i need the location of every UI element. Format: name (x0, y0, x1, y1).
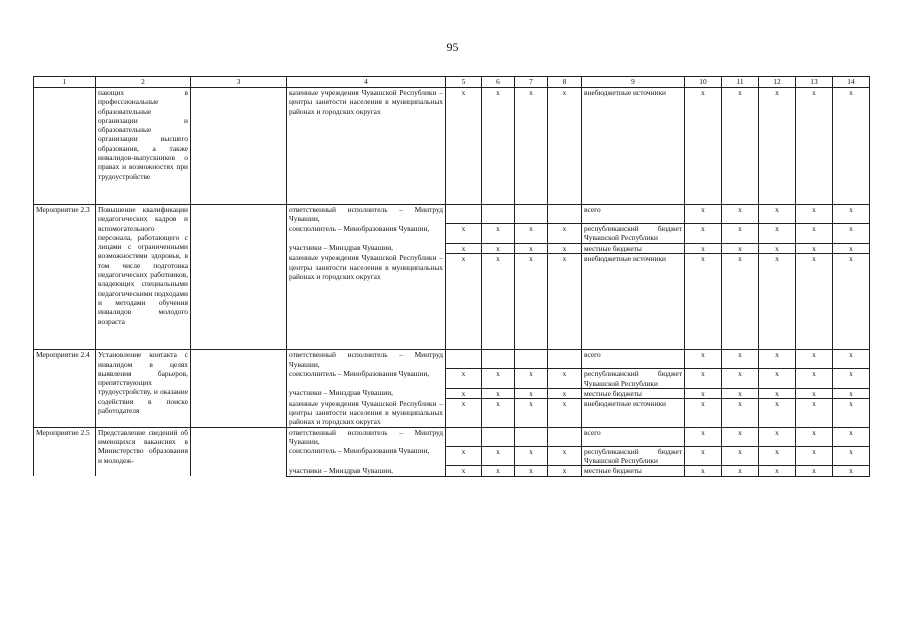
x-mark: x (796, 350, 833, 369)
col-header: 3 (191, 77, 287, 88)
funding-source: республиканский бюджет Чувашской Республики (582, 369, 685, 389)
funding-source: всего (582, 205, 685, 224)
x-mark: x (482, 466, 515, 476)
x-mark: x (759, 466, 796, 476)
x-mark: x (722, 388, 759, 398)
funding-source: республиканский бюджет Чувашской Республики (582, 446, 685, 466)
measure-id: Мероприятие 2.4 (34, 350, 96, 427)
x-mark: x (548, 224, 582, 244)
funding-source: республиканский бюджет Чувашской Республики (582, 224, 685, 244)
co-executor: соисполнитель – Минобразования Чувашии, (287, 369, 446, 389)
x-mark: x (722, 466, 759, 476)
x-mark: x (515, 446, 548, 466)
funding-source: всего (582, 427, 685, 446)
x-mark: x (548, 253, 582, 263)
x-mark: x (722, 88, 759, 205)
x-mark: x (548, 243, 582, 253)
col-header: 5 (446, 77, 482, 88)
x-mark: x (833, 369, 870, 389)
x-mark: x (446, 369, 482, 389)
participants-text: участники – Минздрав Чувашии, (287, 466, 446, 476)
x-mark: x (685, 388, 722, 398)
x-mark: x (796, 388, 833, 398)
x-mark: x (833, 446, 870, 466)
co-executor: соисполнитель – Минобразования Чувашии, (287, 224, 446, 244)
col-header: 1 (34, 77, 96, 88)
funding-source: внебюджетные источники (582, 88, 685, 205)
col-header: 11 (722, 77, 759, 88)
x-mark: x (796, 446, 833, 466)
x-mark: x (446, 466, 482, 476)
measure-description: Повышение квалификации педагогических кадров и вспомогательного персонала, работающего с лицами с ограниченными возможностями здоровья, в том числе подготовка педагогических работников, владеющих специальными педагогическими подходами и методами обучения инвалидов молодого возраста (96, 205, 191, 350)
table-header-row (34, 77, 870, 88)
x-mark: x (446, 388, 482, 398)
x-mark: x (548, 369, 582, 389)
x-mark: x (722, 399, 759, 427)
x-mark: x (548, 88, 582, 205)
x-mark: x (482, 224, 515, 244)
x-mark: x (685, 399, 722, 427)
x-mark: x (515, 399, 548, 427)
x-mark: x (685, 350, 722, 369)
x-mark: x (482, 253, 515, 263)
x-mark: x (796, 243, 833, 253)
x-mark: x (759, 205, 796, 224)
col-header: 6 (482, 77, 515, 88)
x-mark: x (759, 253, 796, 263)
table-row (34, 205, 870, 224)
x-mark: x (796, 205, 833, 224)
page-number: 95 (446, 40, 459, 54)
x-mark: x (446, 253, 482, 263)
x-mark: x (722, 427, 759, 446)
table-row (34, 88, 870, 205)
x-mark: x (796, 399, 833, 427)
x-mark: x (515, 88, 548, 205)
x-mark: x (685, 466, 722, 476)
col-header: 7 (515, 77, 548, 88)
x-mark: x (515, 243, 548, 253)
x-mark: x (833, 466, 870, 476)
x-mark: x (759, 224, 796, 244)
x-mark: x (482, 446, 515, 466)
x-mark: x (759, 446, 796, 466)
x-mark: x (833, 427, 870, 446)
x-mark: x (515, 466, 548, 476)
responsible-executor: ответственный исполнитель – Минтруд Чувашии, (287, 427, 446, 446)
responsible-executor: ответственный исполнитель – Минтруд Чувашии, (287, 350, 446, 369)
x-mark: x (833, 243, 870, 253)
co-executor: соисполнитель – Минобразования Чувашии, (287, 446, 446, 466)
x-mark: x (759, 427, 796, 446)
x-mark: x (722, 243, 759, 253)
x-mark: x (685, 224, 722, 244)
x-mark: x (482, 399, 515, 427)
x-mark: x (759, 88, 796, 205)
x-mark: x (446, 224, 482, 244)
x-mark: x (515, 369, 548, 389)
funding-source: внебюджетные источники (582, 253, 685, 263)
x-mark: x (685, 253, 722, 263)
x-mark: x (722, 205, 759, 224)
measure-description: Установление контакта с инвалидом в целях выявления барьеров, препятствующих трудоустройству, и оказание содействия в поиске работодателя (96, 350, 191, 427)
x-mark: x (759, 388, 796, 398)
col-header: 14 (833, 77, 870, 88)
x-mark: x (482, 369, 515, 389)
x-mark: x (722, 253, 759, 263)
x-mark: x (759, 243, 796, 253)
measure-description: пающих в профессиональные образовательные организации и образовательные организации высшего образования, а также инвалидов-выпускников о правах и возможностях при трудоустройстве (96, 88, 191, 205)
x-mark: x (446, 243, 482, 253)
x-mark: x (685, 427, 722, 446)
x-mark: x (796, 369, 833, 389)
x-mark: x (446, 446, 482, 466)
measure-description: Представление сведений об имеющихся вакансиях в Министерство образования и молодеж- (96, 427, 191, 476)
col-header: 4 (287, 77, 446, 88)
funding-source: местные бюджеты (582, 466, 685, 476)
x-mark: x (796, 427, 833, 446)
x-mark: x (515, 388, 548, 398)
x-mark: x (482, 243, 515, 253)
x-mark: x (482, 388, 515, 398)
x-mark: x (833, 388, 870, 398)
col-header: 12 (759, 77, 796, 88)
x-mark: x (796, 88, 833, 205)
col-header: 8 (548, 77, 582, 88)
x-mark: x (548, 399, 582, 427)
col-header: 9 (582, 77, 685, 88)
funding-source: местные бюджеты (582, 388, 685, 398)
col-header: 13 (796, 77, 833, 88)
x-mark: x (515, 253, 548, 263)
x-mark: x (833, 224, 870, 244)
participants-text: участники – Минздрав Чувашии, (287, 388, 446, 398)
x-mark: x (722, 350, 759, 369)
responsible-executor: ответственный исполнитель – Минтруд Чувашии, (287, 205, 446, 224)
x-mark: x (685, 88, 722, 205)
funding-source: всего (582, 350, 685, 369)
funding-source: внебюджетные источники (582, 399, 685, 427)
participants-text: казенные учреждения Чувашской Республики – центры занятости населения в муниципальных районах и городских округах (287, 88, 446, 205)
col-header: 10 (685, 77, 722, 88)
x-mark: x (833, 205, 870, 224)
x-mark: x (446, 88, 482, 205)
x-mark: x (446, 399, 482, 427)
x-mark: x (833, 399, 870, 427)
measure-id: Мероприятие 2.5 (34, 427, 96, 476)
col-header: 2 (96, 77, 191, 88)
funding-source: местные бюджеты (582, 243, 685, 253)
x-mark: x (548, 466, 582, 476)
participants-text: участники – Минздрав Чувашии, (287, 243, 446, 253)
budget-table (33, 76, 870, 477)
x-mark: x (759, 369, 796, 389)
participants-text: казенные учреждения Чувашской Республики – центры занятости населения в муниципальных районах и городских округах (287, 399, 446, 427)
x-mark: x (796, 253, 833, 263)
x-mark: x (833, 88, 870, 205)
table-row (34, 427, 870, 446)
x-mark: x (722, 446, 759, 466)
x-mark: x (548, 388, 582, 398)
x-mark: x (685, 243, 722, 253)
x-mark: x (515, 224, 548, 244)
participants-text: казенные учреждения Чувашской Республики – центры занятости населения в муниципальных районах и городских округах (287, 253, 446, 349)
x-mark: x (685, 446, 722, 466)
x-mark: x (685, 369, 722, 389)
x-mark: x (833, 253, 870, 263)
x-mark: x (685, 205, 722, 224)
x-mark: x (796, 466, 833, 476)
x-mark: x (833, 350, 870, 369)
x-mark: x (548, 446, 582, 466)
x-mark: x (796, 224, 833, 244)
x-mark: x (482, 88, 515, 205)
x-mark: x (759, 399, 796, 427)
x-mark: x (722, 224, 759, 244)
measure-id: Мероприятие 2.3 (34, 205, 96, 350)
table-row (34, 350, 870, 369)
x-mark: x (722, 369, 759, 389)
x-mark: x (759, 350, 796, 369)
